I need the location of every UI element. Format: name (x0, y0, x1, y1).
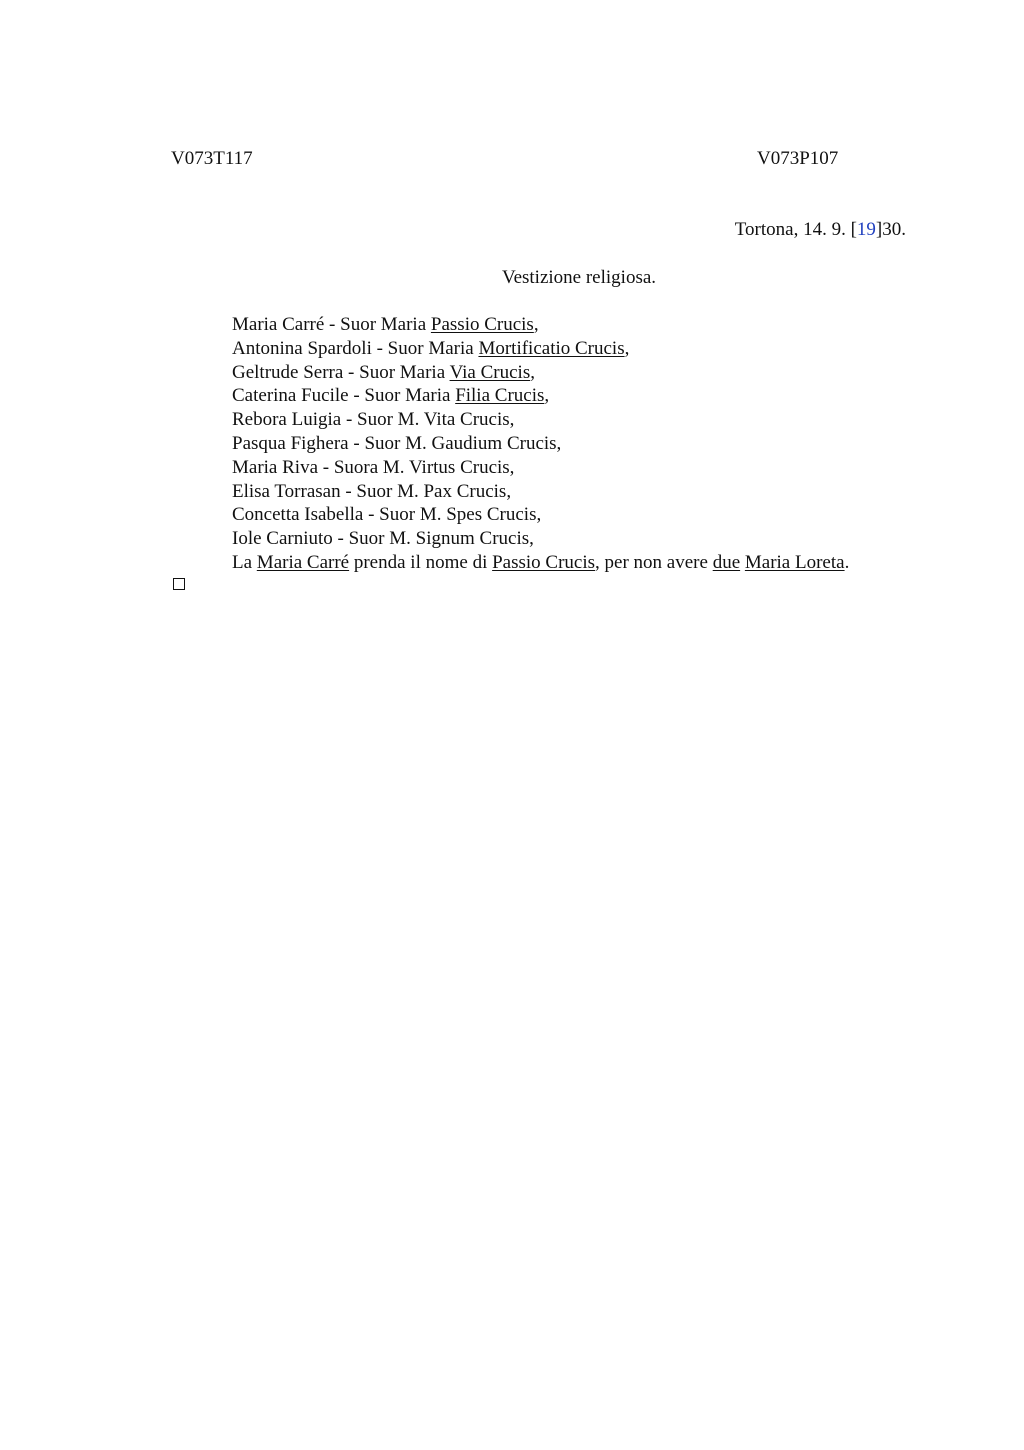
list-item: Maria Riva - Suora M. Virtus Crucis, (232, 456, 515, 478)
note-underlined-word: due (712, 551, 741, 573)
entry-name: Caterina Fucile - Suor Maria (232, 385, 456, 407)
document-code-right: V073P107 (757, 148, 839, 169)
entry-religious-name: Filia Crucis (455, 385, 545, 407)
entry-punct: , (624, 337, 630, 359)
list-item: Iole Carniuto - Suor M. Signum Crucis, (232, 528, 534, 550)
note-underlined-name: Passio Crucis (492, 551, 596, 573)
entry-name: Geltrude Serra - Suor Maria (232, 361, 450, 383)
document-code-left: V073T117 (171, 148, 253, 169)
list-item (232, 337, 849, 361)
dateline-place: Tortona, 14. 9. [ (734, 219, 857, 240)
note-text: La (232, 551, 257, 573)
list-item: Rebora Luigia - Suor M. Vita Crucis, (232, 409, 515, 431)
entry-name: Antonina Spardoli - Suor Maria (232, 337, 479, 359)
end-of-document-box (173, 578, 185, 590)
note-text: , per non avere (595, 551, 713, 573)
entry-religious-name: Mortificatio Crucis (478, 337, 625, 359)
note-text: prenda il nome di (349, 551, 493, 573)
note-underlined-name: Maria Carré (256, 551, 350, 573)
list-item (232, 384, 849, 408)
dateline-year-suffix: ]30. (875, 219, 906, 240)
entry-religious-name: Passio Crucis (430, 314, 534, 335)
dateline (735, 218, 906, 242)
document-title: Vestizione religiosa. (501, 267, 657, 288)
entry-punct: , (544, 385, 550, 407)
entry-punct: , (533, 314, 539, 335)
list-item: Pasqua Fighera - Suor M. Gaudium Crucis, (232, 432, 562, 454)
list-item: Concetta Isabella - Suor M. Spes Crucis, (232, 504, 542, 526)
entry-name: Maria Carré - Suor Maria (232, 314, 431, 335)
dateline-year-editorial: 19 (856, 219, 876, 240)
closing-note (232, 551, 849, 575)
entry-religious-name: Via Crucis (449, 361, 531, 383)
entry-punct: , (530, 361, 535, 383)
entries-list (232, 313, 849, 575)
list-item (232, 313, 849, 337)
list-item: Elisa Torrasan - Suor M. Pax Crucis, (232, 480, 512, 502)
note-text: . (844, 551, 850, 573)
note-underlined-name: Maria Loreta (744, 551, 845, 573)
list-item (232, 361, 849, 385)
